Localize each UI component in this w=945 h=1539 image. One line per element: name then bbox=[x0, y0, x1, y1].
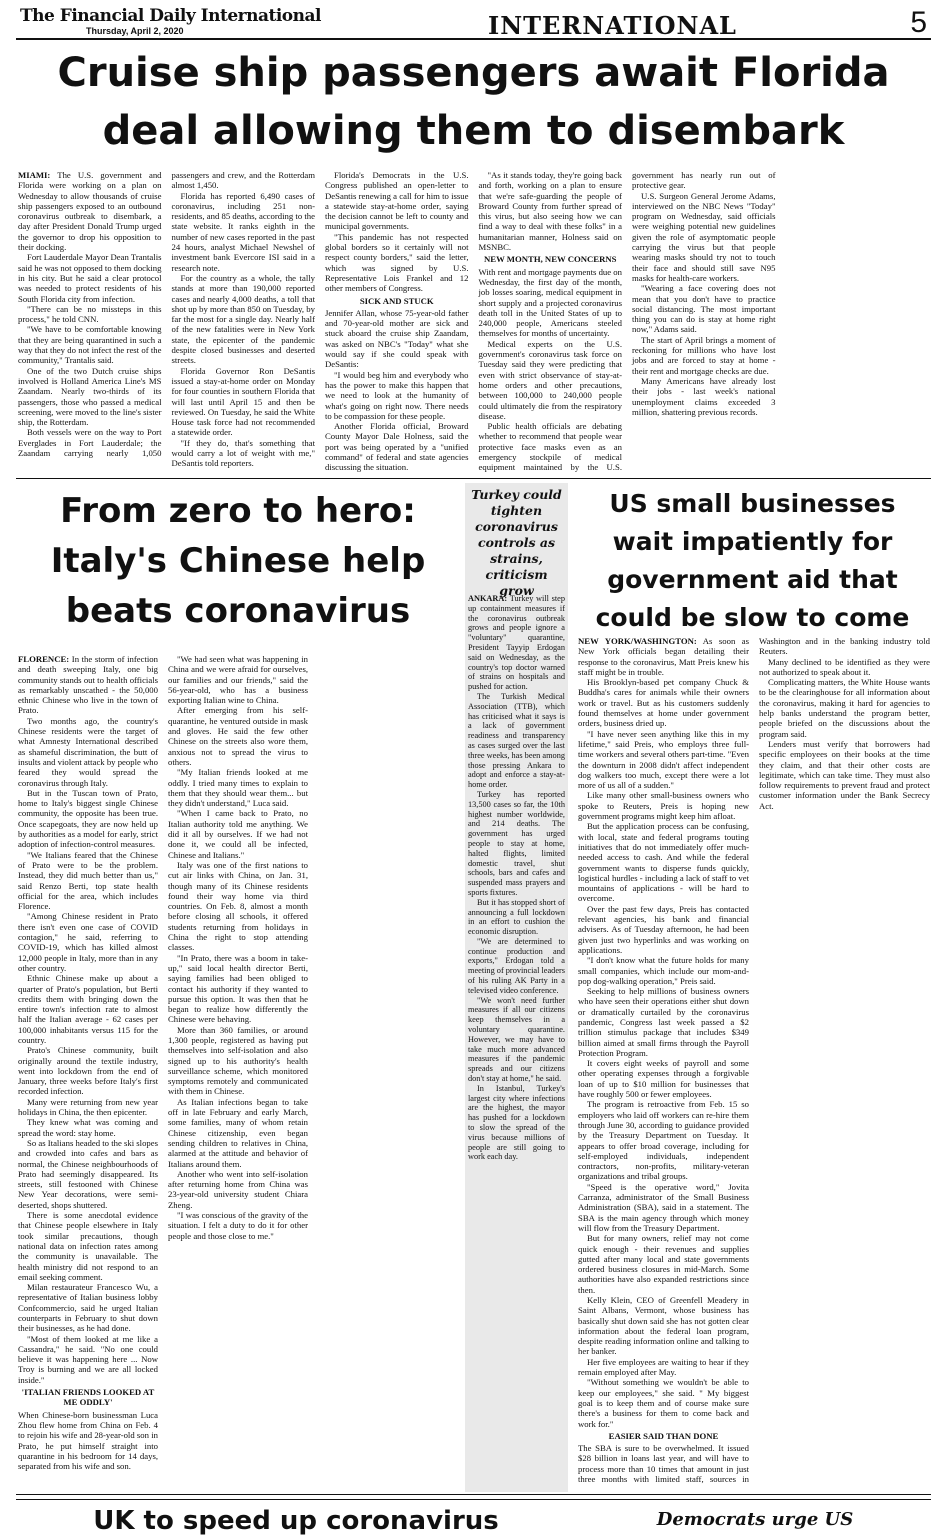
paragraph: Both vessels were on the way to Port Everglades in Fort Lauderdale; the Zaandam carrying nearly 1,050 passengers and crew, and the Rotterdam almost 1,450. bbox=[18, 170, 315, 459]
paragraph: Another who went into self-isolation after returning home from China was 23-year-old university student Chiara Zheng. bbox=[168, 1168, 308, 1210]
paragraph: "I have never seen anything like this in my lifetime," said Preis, who employs three full-time workers and several others part-time. "Even the downturn in 2008 didn't affect independent dog walkers too much, except there were a lot more of us all of a sudden." bbox=[578, 728, 749, 791]
paragraph: "This pandemic has not respected global borders so it certainly will not respect county borders," said the letter, which was signed by U.S. Representative Lois Frankel and 12 other members of Congress. bbox=[325, 231, 469, 294]
paragraph: Another Florida official, Broward County Mayor Dale Holness, said the port was being operated by a "unified command" of federal and state agencies discussing the situation. bbox=[325, 421, 469, 473]
paragraph: "We Italians feared that the Chinese of Prato were to be the problem. Instead, they did much better than us," said Renzo Berti, top state health official for the area, which includes Florence. bbox=[18, 849, 158, 912]
paragraph: "There can be no missteps in this process," he told CNN. bbox=[18, 303, 162, 325]
paragraph: Florida Governor Ron DeSantis issued a stay-at-home order on Monday for four counties in southern Florida that will last until April 15 and then be reviewed. On Tuesday, he said the White House task force had not recommended a statewide order. bbox=[171, 365, 315, 438]
paragraph: "We had seen what was happening in China and we were afraid for ourselves, our families and our friends," said the 56-year-old, who has a business exporting Italian wine to China. bbox=[168, 654, 308, 706]
paragraph: Florida has reported 6,490 cases of coronavirus, including 251 non-residents, and 85 deaths, according to the state website. It ranks eighth in the number of new cases reported in the past 24 hours, analyst Michael Newshel of investment bank Evercore ISI said in a research note. bbox=[171, 190, 315, 273]
paragraph: The SBA is sure to be overwhelmed. It issued $28 billion in loans last year, and will have to process more than 10 times that amount in just three months with limited staff, sources in Washington and in the banking industry told Reuters. bbox=[578, 636, 930, 1485]
article-body-cruise-ship bbox=[18, 170, 929, 474]
divider bbox=[16, 1499, 931, 1500]
paragraph: One of the two Dutch cruise ships involved is Holland America Line's MS Zaandam. Nearly two-thirds of its passengers, those who passed a medical screening, were moved to the line's sister ship, the Rotterdam. bbox=[18, 365, 162, 428]
paragraph: Medical experts on the U.S. government's coronavirus task force on Tuesday said they were predicting that even with strict observance of stay-at-home orders and other precautions, between 100,000 to 240,000 people could ultimately die from the respiratory disease. bbox=[478, 338, 622, 421]
headline-line: controls as bbox=[477, 535, 555, 550]
headline-uk-testing bbox=[16, 1503, 576, 1539]
paragraph: Turkey will step up containment measures if the coronavirus outbreak grows and people ignore a "voluntary" quarantine, President Tayyip Erdogan said on Wednesday, as the country's top doctor warned of strains on hospitals and pushed for action. bbox=[468, 594, 565, 692]
paragraph: There is some anecdotal evidence that Chinese people elsewhere in Italy took similar precautions, though national data on infection rates among the community is unavailable. The health ministry did not respond to an email seeking comment. bbox=[18, 1210, 158, 1282]
headline-line: tighten bbox=[490, 503, 543, 518]
paragraph: "I would beg him and everybody who has the power to make this happen that we need to look at the humanity of what's going on right now. There needs to be compassion for these people. bbox=[325, 369, 469, 421]
headline-line: could be slow to come bbox=[595, 603, 910, 632]
paragraph: "I don't know what the future holds for many small companies, which include our mom-and-pop dog-walking operation," Preis said. bbox=[578, 955, 749, 986]
paragraph: Fort Lauderdale Mayor Dean Trantalis said he was not opposed to them docking in his city. But he said a clear protocol was needed to protect residents of his South Florida city from infection. bbox=[18, 252, 162, 304]
paragraph: Turkey has reported 13,500 cases so far, the 10th highest number worldwide, and 214 deaths. The government has urged people to stay at home, halted flights, limited domestic travel, shut schools, bars and cafes and suspended mass prayers and sports fixtures. bbox=[468, 789, 565, 897]
paragraph: "Wearing a face covering does not mean that you don't have to practice social distancing. The most important thing you can do is stay at home right now," Adams said. bbox=[632, 283, 776, 335]
paragraph: It covers eight weeks of payroll and some other operating expenses through a forgivable loan of up to $10 million for businesses that have roughly 500 or fewer employees. bbox=[578, 1058, 749, 1100]
headline-line: criticism grow bbox=[485, 567, 548, 598]
paragraph: "If they do, that's something that would carry a lot of weight with me," DeSantis told reporters. bbox=[171, 437, 315, 469]
headline-cruise-ship bbox=[16, 44, 931, 160]
masthead bbox=[16, 4, 931, 40]
paragraph: The program is retroactive from Feb. 15 so employers who laid off workers can re-hire them through June 30, according to guidance provided by the Treasury Department on Tuesday. It appears to offer broad coverage, including for self-employed individuals, independent contractors, non-profits, military-veteran organizations and tribal groups. bbox=[578, 1099, 749, 1182]
paragraph: But the application process can be confusing, with local, state and federal programs touting initiatives that do not immediately offer much-needed access to cash. And while the federal government wants to disperse funds quickly, logistical hurdles - including a lack of staff to vet mountains of applications - will be hard to overcome. bbox=[578, 821, 749, 904]
paragraph: So as Italians headed to the ski slopes and crowded into cafes and bars as normal, the Chinese neighbourhoods of Prato had seemingly disappeared. Its streets, still festooned with Chinese New Year decorations, were semi-deserted, shops shuttered. bbox=[18, 1137, 159, 1210]
paragraph: "Among Chinese resident in Prato there isn't even one case of COVID contagion," he said, referring to COVID-19, which has killed almost 12,000 people in Italy, more than in any other country. bbox=[18, 911, 158, 973]
paragraph: Public health officials are debating whether to recommend that people wear protective face masks even as an emergency stockpile of medical equipment maintained by the U.S. government has nearly run out of protective gear. bbox=[478, 170, 776, 473]
paragraph: Florida's Democrats in the U.S. Congress published an open-letter to DeSantis renewing a call for him to issue a statewide stay-at-home order, saying the decision cannot be left to county and municipal governments. bbox=[325, 170, 469, 232]
paragraph: Many declined to be identified as they were not authorized to speak about it. bbox=[759, 656, 930, 677]
headline-line: strains, bbox=[490, 551, 543, 566]
article-body-turkey bbox=[468, 594, 565, 1490]
paragraph: As soon as New York officials began detailing their response to the coronavirus, Matt Preis knew his staff might be in trouble. bbox=[578, 636, 749, 677]
paragraph: The start of April brings a moment of reckoning for millions who have lost jobs and are forced to stay at home - their rent and mortgage checks are due. bbox=[632, 334, 776, 376]
paragraph: More than 360 families, or around 1,300 people, registered as having put themselves into self-isolation and also signed up to his authority's health surveillance scheme, which monitored symptoms remotely and communicated with them in Chinese. bbox=[168, 1024, 308, 1097]
paragraph: But for many owners, relief may not come quick enough - their revenues and supplies gutted after many local and state governments ordered business closures in mid-March. Some authorities have also expanded restrictions since then. bbox=[578, 1233, 749, 1295]
headline-line: US small businesses bbox=[609, 489, 896, 518]
dateline: MIAMI: bbox=[18, 170, 51, 180]
paragraph: The Turkish Medical Association (TTB), which has criticised what it says is a lack of government readiness and transparency as cases surged over the last three weeks, has been among those pressing Ankara to adopt and enforce a stay-at-home order. bbox=[468, 691, 565, 790]
paragraph: Milan restaurateur Francesco Wu, a representative of Italian business lobby Confcommercio, said he urged Italian counterparts in February to shut down their businesses, as he had done. bbox=[18, 1282, 158, 1334]
headline-turkey bbox=[467, 487, 566, 599]
headline-line: government aid that bbox=[607, 565, 898, 594]
paragraph: "My Italian friends looked at me oddly. I tried many times to explain to them that they should wear them... but they didn't understand," Luca said. bbox=[168, 767, 308, 809]
dateline: ANKARA: bbox=[468, 594, 508, 603]
headline-italy-chinese bbox=[16, 486, 460, 636]
paragraph: Many Americans have already lost their jobs - last week's national unemployment claims exceeded 3 million, shattering previous records. bbox=[632, 375, 776, 417]
paragraph: Like many other small-business owners who spoke to Reuters, Preis is hoping new government programs might keep him afloat. bbox=[578, 790, 749, 822]
divider bbox=[16, 1494, 931, 1495]
paragraph: Seeking to help millions of business owners who have seen their operations either shut down or dramatically curtailed by the coronavirus pandemic, Congress last week passed a $2 trillion stimulus package that includes $349 billion aimed at small firms through the Payroll Protection Program. bbox=[578, 986, 749, 1058]
paragraph: Jennifer Allan, whose 75-year-old father and 70-year-old mother are sick and stuck aboard the cruise ship Zaandam, was asked on NBC's "Today" what she would say if she could speak with DeSantis: bbox=[325, 307, 469, 370]
paragraph: Italy was one of the first nations to cut air links with China, on Jan. 31, though many of its Chinese residents found their way home via third countries. On Feb. 8, almost a month before closing all schools, it offered students returning from holidays in China the right to stop attending classes. bbox=[168, 859, 308, 953]
subheading: NEW MONTH, NEW CONCERNS bbox=[484, 254, 617, 265]
paragraph: "I was conscious of the gravity of the situation. I felt a duty to do it for other people and those close to me." bbox=[168, 1210, 308, 1241]
article-body-us-small-business bbox=[578, 636, 930, 1486]
paragraph: But it has stopped short of announcing a full lockdown in an effort to cushion the economic disruption. bbox=[468, 897, 565, 937]
paragraph: Kelly Klein, CEO of Greenfell Meadery in Saint Albans, Vermont, whose business has basically shut down said she has not gotten clear information about the federal loan program, despite reading information online and talking to her banker. bbox=[578, 1295, 749, 1357]
subheading: 'ITALIAN FRIENDS LOOKED AT ME ODDLY' bbox=[21, 1387, 155, 1408]
paragraph: "Most of them looked at me like a Cassandra," he said. "No one could believe it was happening here ... Now Troy is burning and we are all locked inside." bbox=[18, 1333, 158, 1385]
paragraph: "Speed is the operative word," Jovita Carranza, administrator of the Small Business Administration (SBA), said in a statement. The SBA is the main agency through which money will flow from the Treasury Department. bbox=[578, 1181, 749, 1233]
dateline: NEW YORK/WASHINGTON: bbox=[578, 636, 697, 646]
headline-line: Cruise ship passengers await Florida bbox=[57, 50, 890, 96]
headline-line: Turkey could bbox=[471, 487, 562, 502]
paragraph: Her five employees are waiting to hear if they remain employed after May. bbox=[578, 1356, 749, 1378]
paragraph: Prato's Chinese community, built originally around the textile industry, went into lockdown from the end of January, three weeks before Italy's first recorded infection. bbox=[18, 1045, 158, 1097]
paragraph: With rent and mortgage payments due on Wednesday, the first day of the month, job losses soaring, medical equipment in short supply and a projected coronavirus death toll in the United States of up to 240,000 people, Americans steeled themselves for months of uncertainty. bbox=[478, 266, 622, 339]
headline-line: wait impatiently for bbox=[612, 527, 893, 556]
headline-line: Democrats urge US bbox=[656, 1509, 854, 1530]
page-number: 5 bbox=[910, 6, 927, 39]
paragraph: "In Prato, there was a boom in take-up," said local health director Berti, saying families had been obliged to contact his authority if they wanted to pursue this option. It was then that he began to realize how differently the Chinese were behaving. bbox=[168, 952, 308, 1025]
headline-line: Italy's Chinese help bbox=[50, 541, 426, 581]
article-body-italy-chinese bbox=[18, 654, 458, 1486]
subheading: SICK AND STUCK bbox=[359, 295, 434, 306]
paragraph: U.S. Surgeon General Jerome Adams, interviewed on the NBC News "Today" program on Wednesday, said officials were weighing potential new guidelines given the role of asymptomatic people carrying the virus but that people wearing masks should try not to touch their face and should still save N95 masks for health-care workers. bbox=[632, 190, 776, 283]
headline-line: beats coronavirus bbox=[65, 591, 411, 631]
paragraph: The U.S. government and Florida were working on a plan on Wednesday to allow thousands of cruise ship passengers exposed to an outbound coronavirus outbreak to disembark, a day after President Donald Trump urged the governor to drop his opposition to their docking. bbox=[18, 170, 162, 253]
paragraph: As Italian infections began to take off in late February and early March, some families, many of whom retain Chinese citizenship, even began sending children to relatives in China, alarmed at the attitude and behavior of Italians around them. bbox=[168, 1096, 308, 1169]
paragraph: Many were returning from new year holidays in China, the then epicenter. bbox=[18, 1096, 158, 1118]
headline-line: deal allowing them to disembark bbox=[102, 108, 845, 154]
paragraph: "When I came back to Prato, no Italian authority told me anything. We did it all by ourselves. If we had not done it, we could all be infected, Chinese and Italians." bbox=[168, 808, 308, 860]
headline-us-small-business bbox=[574, 485, 931, 637]
paragraph: In Istanbul, Turkey's largest city where infections are the highest, the mayor has pushed for a lockdown to slow the spread of the virus because millions of people are still going to work each day. bbox=[468, 1083, 565, 1162]
headline-line: coronavirus bbox=[475, 519, 558, 534]
paragraph: After emerging from his self-quarantine, he ventured outside in mask and gloves. He said the few other Chinese on the streets also wore them, anxious not to spread the virus to others. bbox=[168, 705, 308, 767]
paragraph: But in the Tuscan town of Prato, home to Italy's biggest single Chinese community, the opposite has been true. Once scapegoats, they are now held up by authorities as a model for early, strict adoption of infection-control measures. bbox=[18, 787, 158, 850]
paragraph: "We are determined to continue production and exports," Erdogan told a meeting of provincial leaders of his ruling AK Party in a televised video conference. bbox=[468, 936, 565, 995]
divider bbox=[16, 478, 931, 479]
paragraph: "We have to be comfortable knowing that they are being quarantined in such a way that they do not infect the rest of the community," Trantalis said. bbox=[18, 324, 162, 366]
paragraph: In the storm of infection and death sweeping Italy, one big community stands out to health officials as remarkably unscathed - the 50,000 ethnic Chinese who live in the town of Prato. bbox=[18, 654, 158, 716]
paragraph: "As it stands today, they're going back and forth, working on a plan to ensure that we're safe-guarding the people of Broward County from further spread of this virus, but also seeing how we can find a way to deal with these folks" in a humanitarian manner, Holness said on MSNBC. bbox=[478, 170, 622, 253]
headline-airline-grants bbox=[580, 1503, 930, 1537]
issue-date: Thursday, April 2, 2020 bbox=[86, 26, 184, 36]
headline-line: From zero to hero: bbox=[60, 491, 416, 531]
paragraph: Lenders must verify that borrowers had specific employees on their books at the time they claim, and that their other costs are legitimate, which can take time. They must also follow requirements to prevent fraud and protect customer information under the Bank Secrecy Act. bbox=[759, 738, 930, 811]
paper-name: The Financial Daily International bbox=[20, 6, 321, 26]
paragraph: Over the past few days, Preis has contacted relevant agencies, his bank and financial advisers. As of Tuesday afternoon, he had been given just two hyperlinks and was working on applications. bbox=[578, 903, 749, 955]
paragraph: For the country as a whole, the tally stands at more than 190,000 reported cases and nearly 4,000 deaths, a toll that shot up by more than 850 on Tuesday, by far the most for a single day. Nearly half of the new fatalities were in New York state, the epicenter of the pandemic despite closed businesses and deserted streets. bbox=[171, 272, 315, 366]
headline-line: UK to speed up coronavirus bbox=[93, 1506, 499, 1536]
paragraph: Two months ago, the country's Chinese residents were the target of what Amnesty International described as shameful discrimination, the butt of insults and violent attack by people who feared they would spread the coronavirus through Italy. bbox=[18, 715, 158, 788]
subheading: EASIER SAID THAN DONE bbox=[608, 1430, 719, 1441]
paragraph: Complicating matters, the White House wants to be the clearinghouse for all information about the coronavirus, making it hard for agencies to help banks understand the program better, people briefed on the discussions about the program said. bbox=[759, 677, 930, 739]
section-name: INTERNATIONAL bbox=[488, 11, 737, 40]
paragraph: "We won't need further measures if all our citizens keep themselves in a voluntary quarantine. However, we may have to take much more advanced measures if the pandemic spreads and our citizens don't stay at home," he said. bbox=[468, 995, 565, 1084]
paragraph: When Chinese-born businessman Luca Zhou flew home from China on Feb. 4 to rejoin his wife and 28-year-old son in Prato, he put himself straight into quarantine in his bedroom for 14 days, separated from his wife and son. bbox=[18, 1409, 158, 1472]
paragraph: "Without something we wouldn't be able to keep our employees," she said. " My biggest goal is to keep them and of course make sure there's a business for them to come back and work for." bbox=[578, 1377, 749, 1429]
paragraph: Ethnic Chinese make up about a quarter of Prato's population, but Berti credits them with bringing down the entire town's infection rate to almost half the Italian average - 62 cases per 100,000 inhabitants versus 115 for the country. bbox=[18, 973, 158, 1045]
paragraph: They knew what was coming and spread the word: stay home. bbox=[18, 1117, 158, 1138]
dateline: FLORENCE: bbox=[18, 654, 70, 664]
paragraph: His Brooklyn-based pet company Chuck & Buddha's cares for animals while their owners work or travel. But as his customers suddenly found themselves at home under government orders, business dried up. bbox=[578, 677, 749, 729]
